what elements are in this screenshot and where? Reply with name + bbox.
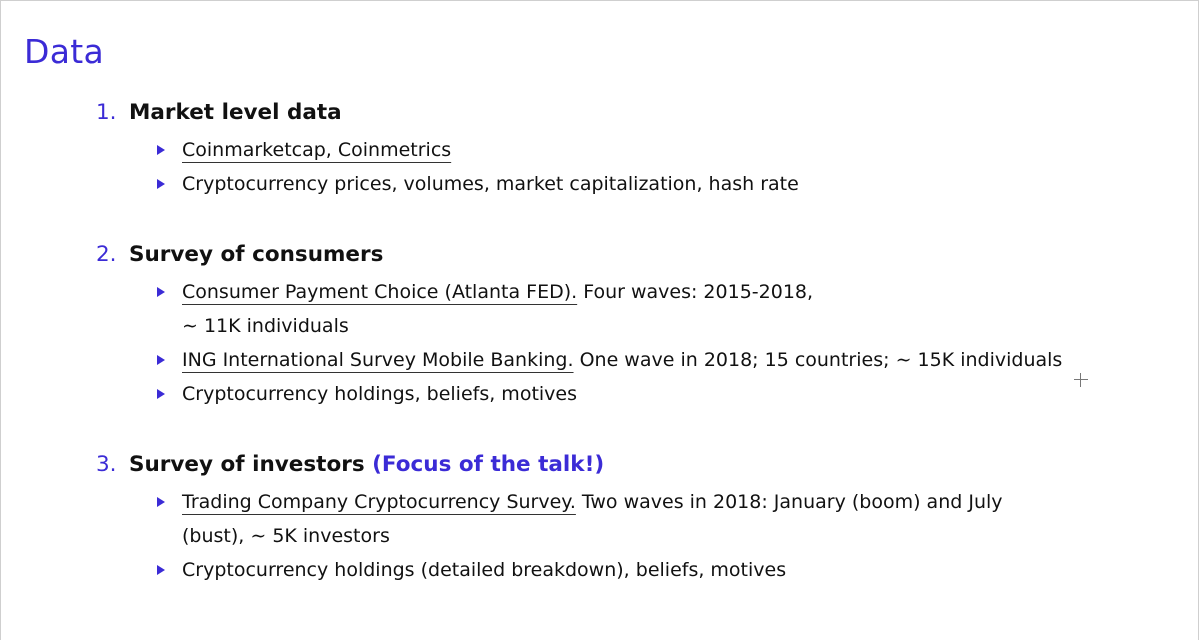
item-text: Cryptocurrency holdings, beliefs, motives — [182, 383, 578, 405]
triangle-bullet-icon — [157, 145, 165, 155]
item-text-continued: 15K individuals — [911, 349, 1063, 371]
list-item — [154, 485, 1176, 553]
item-text: Two waves in 2018: January (boom) and July — [575, 491, 1003, 513]
focus-note: (Focus of the talk!) — [372, 452, 605, 477]
source-link[interactable]: Trading Company Cryptocurrency Survey. — [182, 491, 576, 513]
section-title: Market level data — [129, 100, 342, 125]
list-item — [154, 553, 1176, 587]
source-link[interactable]: ING International Survey Mobile Banking. — [182, 349, 574, 371]
source-link[interactable]: Coinmarketcap, Coinmetrics — [182, 139, 452, 161]
section-heading — [96, 239, 1176, 271]
item-text: Four waves: 2015-2018, — [577, 281, 814, 303]
slide-title: Data — [24, 32, 104, 71]
list-item — [154, 167, 1176, 201]
triangle-bullet-icon — [157, 565, 165, 575]
approx-symbol: ∼ — [182, 315, 198, 337]
list-item — [154, 377, 1176, 411]
section-market-level-data — [96, 97, 1176, 201]
list-item — [154, 275, 1176, 343]
item-text-continued: (bust), — [182, 525, 251, 547]
section-title: Survey of consumers — [129, 242, 384, 267]
section-heading — [96, 97, 1176, 129]
section-survey-of-consumers — [96, 239, 1176, 411]
approx-symbol: ∼ — [250, 525, 267, 547]
crosshair-cursor-icon — [1074, 373, 1088, 387]
item-text: Cryptocurrency holdings (detailed breakdown), beliefs, motives — [182, 559, 787, 581]
list-item — [154, 343, 1176, 377]
triangle-bullet-icon — [157, 287, 165, 297]
section-number: 1. — [96, 100, 117, 125]
triangle-bullet-icon — [157, 497, 165, 507]
list-item — [154, 133, 1176, 167]
section-number: 2. — [96, 242, 117, 267]
bullet-list — [154, 133, 1176, 201]
approx-symbol: ∼ — [895, 349, 912, 371]
section-number: 3. — [96, 452, 117, 477]
section-heading — [96, 449, 1176, 481]
triangle-bullet-icon — [157, 179, 165, 189]
bullet-list — [154, 485, 1176, 587]
triangle-bullet-icon — [157, 389, 165, 399]
triangle-bullet-icon — [157, 355, 165, 365]
item-text: One wave in 2018; 15 countries; — [573, 349, 896, 371]
bullet-list — [154, 275, 1176, 411]
item-text-continued: 5K investors — [266, 525, 390, 547]
item-text-continued: 11K individuals — [197, 315, 349, 337]
item-text: Cryptocurrency prices, volumes, market capitalization, hash rate — [182, 173, 799, 195]
section-title: Survey of investors — [129, 452, 373, 477]
section-survey-of-investors — [96, 449, 1176, 587]
source-link[interactable]: Consumer Payment Choice (Atlanta FED). — [182, 281, 578, 303]
